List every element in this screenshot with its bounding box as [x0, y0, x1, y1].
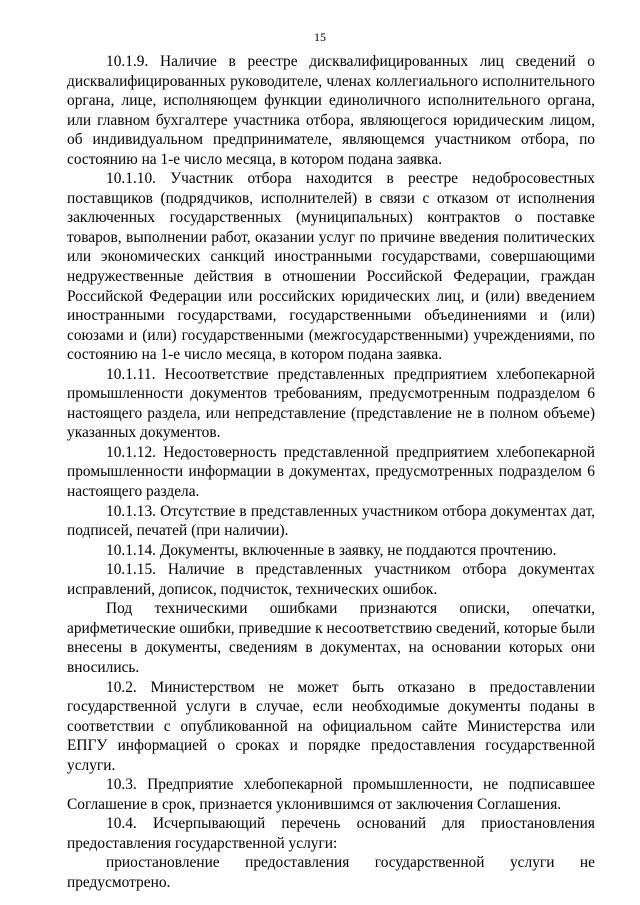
paragraph-technical-errors: Под техническими ошибками признаются описки, опечатки, арифметические ошибки, приведшие к несоответствию сведений, которые были внесены в документы, сведениям в документах, на основании которых они вносились.	[67, 600, 595, 676]
paragraph-10-1-14: 10.1.14. Документы, включенные в заявку, не поддаются прочтению.	[106, 541, 557, 559]
paragraph-10-1-11: 10.1.11. Несоответствие представленных предприятием хлебопекарной промышленности документов требованиям, предусмотренным подразделом 6 настоящего раздела, или непредставление (представление не в полном объеме) указанных документов.	[67, 365, 595, 442]
paragraph-10-1-13: 10.1.13. Отсутствие в представленных участником отбора документах дат, подписей, печатей (при наличии).	[67, 502, 595, 540]
paragraph-10-1-12: 10.1.12. Недостоверность представленной предприятием хлебопекарной промышленности информации в документах, предусмотренных подразделом 6 настоящего раздела.	[67, 443, 595, 501]
paragraph-10-1-9: 10.1.9. Наличие в реестре дисквалифицированных лиц сведений о дисквалифицированных руководителе, членах коллегиального исполнительного органа, лице, исполняющем функции единоличного исполнительного органа, или главном бухгалтере участника отбора, являющегося юридическим лицом, об индивидуальном предпринимателе, являющемся участником отбора, по состоянию на 1-е число месяца, в котором подана заявка.	[67, 53, 595, 168]
paragraph-10-1-15: 10.1.15. Наличие в представленных участником отбора документах исправлений, дописок, подчисток, технических ошибок.	[67, 561, 595, 598]
paragraph-10-3: 10.3. Предприятие хлебопекарной промышленности, не подписавшее Соглашение в срок, признается уклонившимся от заключения Соглашения.	[67, 776, 595, 813]
page-number: 15	[314, 30, 326, 44]
paragraph-suspension: приостановление предоставления государственной услуги не предусмотрено.	[67, 854, 595, 891]
document-body	[67, 52, 595, 893]
paragraph-10-2: 10.2. Министерством не может быть отказано в предоставлении государственной услуги в случае, если необходимые документы поданы в соответствии с опубликованной на официальном сайте Министерства или ЕПГУ информацией о сроках и порядке предоставления государственной услуги.	[67, 678, 595, 774]
paragraph-10-4: 10.4. Исчерпывающий перечень оснований для приостановления предоставления государственной услуги:	[67, 815, 595, 852]
paragraph-10-1-10: 10.1.10. Участник отбора находится в реестре недобросовестных поставщиков (подрядчиков, исполнителей) в связи с отказом от исполнения заключенных государственных (муниципальных) контрактов о поставке товаров, выполнении работ, оказании услуг по причине введения политических или экономических санкций иностранными государствами, совершающими недружественные действия в отношении Российской Федерации, граждан Российской Федерации или российских юридических лиц, и (или) введением иностранными государствами, государственными объединениями и (или) союзами и (или) государственными (межгосударственными) учреждениями, по состоянию на 1-е число месяца, в котором подана заявка.	[67, 170, 595, 364]
